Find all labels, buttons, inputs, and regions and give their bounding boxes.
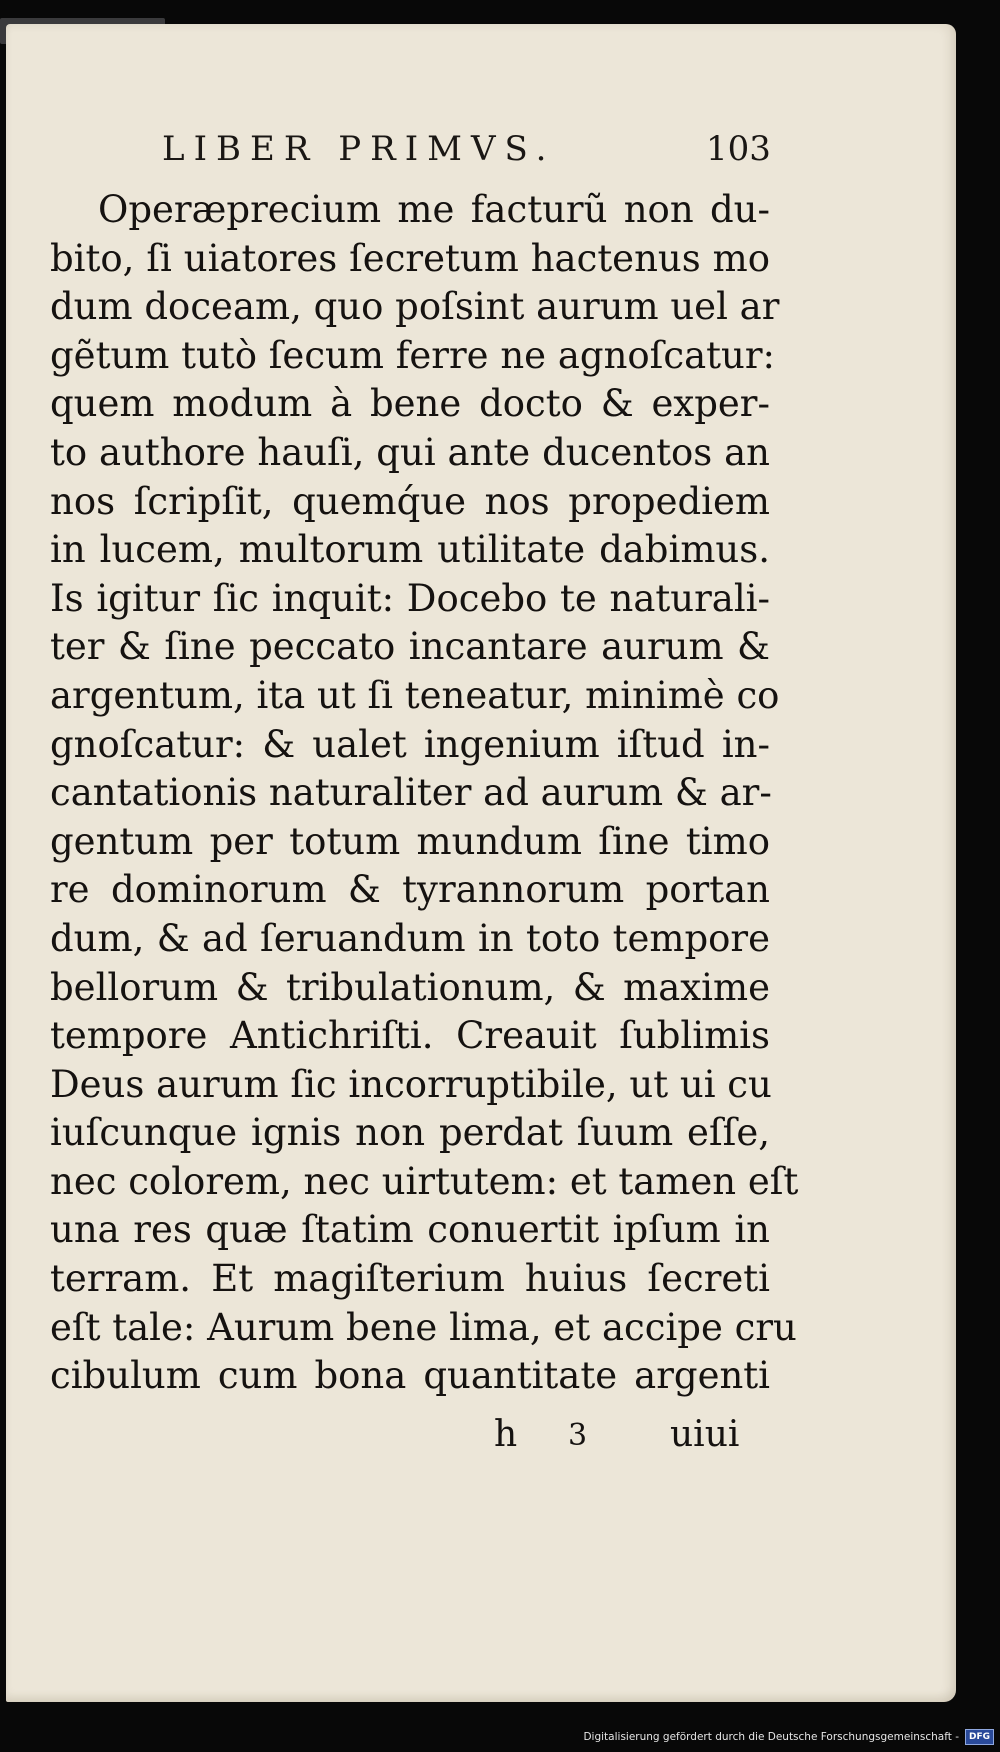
running-head: [6, 119, 956, 179]
signature-number: 3: [568, 1418, 588, 1453]
text-line: nec colorem, nec uirtutem: et tamen eſt: [50, 1159, 799, 1203]
dfg-logo-icon: DFG: [965, 1729, 994, 1745]
text-line: Operæprecium me facturũ non du-: [98, 188, 770, 231]
signature-mark: h: [494, 1414, 518, 1455]
text-line: eſt tale: Aurum bene lima, et accipe cru: [50, 1305, 797, 1349]
text-line: cibulum cum bona quantitate argenti: [50, 1354, 770, 1398]
text-line: Deus aurum ſic incorruptibile, ut ui cu: [50, 1062, 772, 1106]
page-number: 103: [706, 129, 771, 169]
book-page: [6, 24, 956, 1702]
text-line: una res quæ ſtatim conuertit ipſum in: [50, 1208, 770, 1252]
text-line: ter & ſine peccato incantare aurum &: [50, 625, 770, 669]
body-text: [50, 186, 799, 1401]
text-line: tempore Antichriſti. Creauit ſublimis: [50, 1014, 770, 1058]
credit-text: Digitalisierung gefördert durch die Deutsche Forschungsgemeinschaft -: [583, 1731, 959, 1743]
text-line: cantationis naturaliter ad aurum & ar-: [50, 771, 772, 815]
text-line: iuſcunque ignis non perdat ſuum eſſe,: [50, 1111, 770, 1155]
text-line: gẽtum tutò ſecum ferre ne agnoſcatur:: [50, 333, 776, 377]
signature-line: [6, 1414, 956, 1464]
text-line: re dominorum & tyrannorum portan: [50, 868, 770, 912]
text-line: argentum, ita ut ſi teneatur, minimè co: [50, 673, 780, 717]
text-line: dum, & ad ſeruandum in toto tempore: [50, 916, 770, 960]
text-line: gnoſcatur: & ualet ingenium iſtud in-: [50, 722, 770, 766]
text-line: nos ſcripſit, quemq́ue nos propediem: [50, 479, 770, 523]
catchword: uiui: [670, 1414, 740, 1455]
text-line: in lucem, multorum utilitate dabimus.: [50, 528, 770, 572]
text-line: bito, ſi uiatores ſecretum hactenus mo: [50, 236, 770, 280]
text-line: terram. Et magiſterium huius ſecreti: [50, 1257, 770, 1301]
text-line: dum doceam, quo poſsint aurum uel ar: [50, 285, 780, 329]
digitization-credit: [583, 1728, 994, 1746]
text-line: quem modum à bene docto & exper-: [50, 382, 770, 426]
text-line: Is igitur ſic inquit: Docebo te naturali-: [50, 576, 770, 620]
text-line: gentum per totum mundum ſine timo: [50, 819, 770, 863]
running-title: LIBER PRIMVS.: [162, 129, 556, 169]
text-line: to authore hauſi, qui ante ducentos an: [50, 430, 770, 474]
text-line: bellorum & tribulationum, & maxime: [50, 965, 770, 1009]
